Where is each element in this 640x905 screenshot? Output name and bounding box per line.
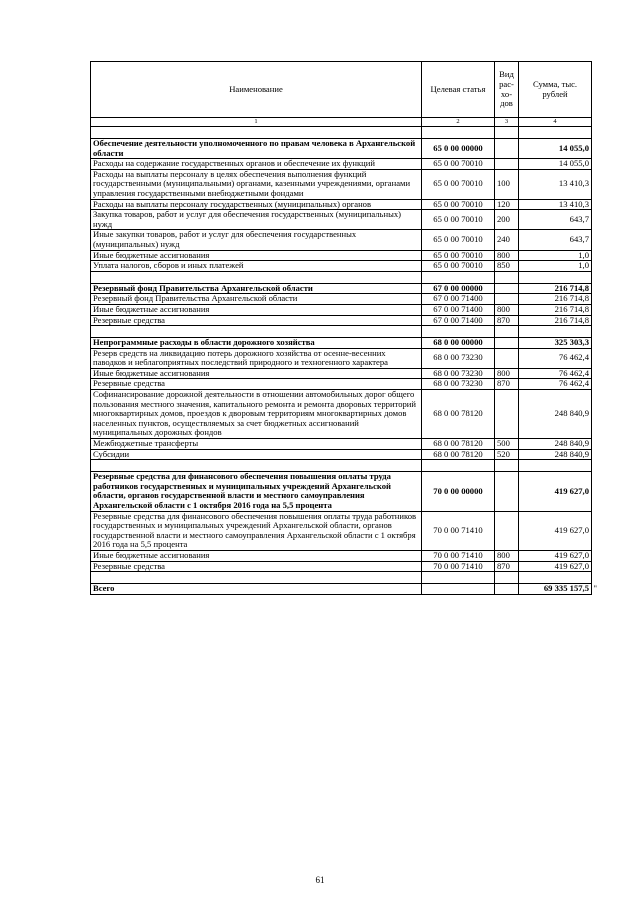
- expense-type-cell: [495, 511, 519, 550]
- item-name-cell: Расходы на содержание государственных органов и обеспечение их функций: [91, 159, 422, 170]
- spacer-cell: [422, 271, 495, 283]
- item-name-cell: Иные бюджетные ассигнования: [91, 250, 422, 261]
- target-article-cell: 65 0 00 00000: [422, 139, 495, 159]
- target-article-cell: 67 0 00 71400: [422, 315, 495, 326]
- expense-type-cell: 870: [495, 379, 519, 390]
- item-name-cell: Резервный фонд Правительства Архангельской области: [91, 294, 422, 305]
- item-name-cell: Резервный фонд Правительства Архангельской области: [91, 283, 422, 294]
- section-total-row: [91, 139, 592, 159]
- expense-type-cell: [495, 294, 519, 305]
- spacer-cell: [422, 460, 495, 472]
- item-name-cell: Софинансирование дорожной деятельности в отношении автомобильных дорог общего пользования местного значения, капитального ремонта и ремонта дворовых территорий многоквартирных домов, проездов к дворовым территориям многоквартирных домов населенных пунктов, осуществляемых за счет бюджетных ассигнований муниципальных дорожных фондов: [91, 390, 422, 439]
- header-code: Целевая статья: [422, 62, 495, 118]
- spacer-row: [91, 271, 592, 283]
- table-row: [91, 304, 592, 315]
- spacer-cell: [519, 127, 592, 139]
- amount-cell: 419 627,0: [519, 550, 592, 561]
- target-article-cell: 65 0 00 70010: [422, 250, 495, 261]
- amount-cell: 76 462,4: [519, 368, 592, 379]
- spacer-cell: [495, 127, 519, 139]
- expense-type-cell: 520: [495, 449, 519, 460]
- item-name-cell: Закупка товаров, работ и услуг для обеспечения государственных (муниципальных) нужд: [91, 210, 422, 230]
- target-article-cell: 67 0 00 71400: [422, 294, 495, 305]
- amount-cell: 248 840,9: [519, 449, 592, 460]
- budget-table: [90, 61, 597, 595]
- amount-cell: 216 714,8: [519, 283, 592, 294]
- table-row: [91, 250, 592, 261]
- spacer-cell: [519, 460, 592, 472]
- section-total-row: [91, 283, 592, 294]
- expense-type-cell: 870: [495, 561, 519, 572]
- target-article-cell: 68 0 00 00000: [422, 338, 495, 349]
- table-row: [91, 511, 592, 550]
- column-number: 1: [91, 118, 422, 127]
- spacer-cell: [91, 127, 422, 139]
- table-row: [91, 439, 592, 450]
- table-row: [91, 294, 592, 305]
- target-article-cell: 70 0 00 71410: [422, 561, 495, 572]
- item-name-cell: Обеспечение деятельности уполномоченного по правам человека в Архангельской области: [91, 139, 422, 159]
- spacer-cell: [519, 271, 592, 283]
- target-article-cell: 65 0 00 70010: [422, 169, 495, 199]
- amount-cell: 14 055,0: [519, 139, 592, 159]
- target-article-cell: 68 0 00 73230: [422, 348, 495, 368]
- item-name-cell: Резервные средства: [91, 315, 422, 326]
- target-article-cell: 68 0 00 73230: [422, 379, 495, 390]
- amount-cell: [519, 583, 597, 595]
- table-row: [91, 390, 592, 439]
- item-name-cell: Всего: [91, 584, 422, 595]
- column-number-row: [91, 118, 592, 127]
- table-row: [91, 230, 592, 250]
- section-total-row: [91, 338, 592, 349]
- table-row: [91, 449, 592, 460]
- expense-type-cell: 500: [495, 439, 519, 450]
- item-name-cell: Непрограммные расходы в области дорожного хозяйства: [91, 338, 422, 349]
- spacer-cell: [495, 271, 519, 283]
- expense-type-cell: [495, 159, 519, 170]
- expense-type-cell: [495, 139, 519, 159]
- target-article-cell: 67 0 00 00000: [422, 283, 495, 294]
- item-name-cell: Межбюджетные трансферты: [91, 439, 422, 450]
- page-number: 61: [315, 875, 325, 885]
- item-name-cell: Иные бюджетные ассигнования: [91, 368, 422, 379]
- item-name-cell: Резервные средства: [91, 561, 422, 572]
- item-name-cell: Иные бюджетные ассигнования: [91, 304, 422, 315]
- spacer-row: [91, 127, 592, 139]
- amount-cell: 216 714,8: [519, 304, 592, 315]
- spacer-cell: [519, 572, 592, 584]
- amount-cell: 419 627,0: [519, 511, 592, 550]
- section-total-row: [91, 584, 592, 595]
- header-sum: Сумма, тыс. рублей: [519, 62, 592, 118]
- target-article-cell: 68 0 00 73230: [422, 368, 495, 379]
- table-row: [91, 210, 592, 230]
- amount-cell: 248 840,9: [519, 390, 592, 439]
- item-name-cell: Расходы на выплаты персоналу государственных (муниципальных) органов: [91, 199, 422, 210]
- spacer-cell: [422, 572, 495, 584]
- amount-cell: 216 714,8: [519, 315, 592, 326]
- item-name-cell: Резервные средства: [91, 379, 422, 390]
- target-article-cell: 67 0 00 71400: [422, 304, 495, 315]
- target-article-cell: 68 0 00 78120: [422, 449, 495, 460]
- target-article-cell: [422, 584, 495, 595]
- section-total-row: [91, 472, 592, 511]
- table-row: [91, 550, 592, 561]
- item-name-cell: Уплата налогов, сборов и иных платежей: [91, 261, 422, 272]
- amount-cell: 1,0: [519, 250, 592, 261]
- target-article-cell: 68 0 00 78120: [422, 439, 495, 450]
- column-number: 2: [422, 118, 495, 127]
- column-number: 3: [495, 118, 519, 127]
- table-header-row: [91, 62, 592, 118]
- expense-type-cell: 100: [495, 169, 519, 199]
- expense-type-cell: 800: [495, 368, 519, 379]
- target-article-cell: 65 0 00 70010: [422, 210, 495, 230]
- expense-type-cell: [495, 338, 519, 349]
- table-row: [91, 379, 592, 390]
- target-article-cell: 70 0 00 71410: [422, 550, 495, 561]
- spacer-row: [91, 572, 592, 584]
- amount-cell: 216 714,8: [519, 294, 592, 305]
- spacer-cell: [91, 326, 422, 338]
- target-article-cell: 65 0 00 70010: [422, 230, 495, 250]
- expense-type-cell: 200: [495, 210, 519, 230]
- expense-type-cell: 240: [495, 230, 519, 250]
- expense-type-cell: 800: [495, 250, 519, 261]
- table-row: [91, 199, 592, 210]
- amount-cell: 76 462,4: [519, 348, 592, 368]
- spacer-cell: [91, 271, 422, 283]
- table-row: [91, 348, 592, 368]
- table-row: [91, 368, 592, 379]
- spacer-cell: [422, 127, 495, 139]
- item-name-cell: Резервные средства для финансового обеспечения повышения оплаты труда работников государственных и муниципальных учреждений Архангельской области, органов государственной власти и местного самоуправления Архангельской области с 1 октября 2016 года на 5,5 процента: [91, 511, 422, 550]
- header-kind: Вид рас-хо-дов: [495, 62, 519, 118]
- amount-cell: 643,7: [519, 230, 592, 250]
- target-article-cell: 70 0 00 71410: [422, 511, 495, 550]
- amount-cell: 14 055,0: [519, 159, 592, 170]
- spacer-cell: [91, 572, 422, 584]
- expense-type-cell: 850: [495, 261, 519, 272]
- amount-cell: 13 410,3: [519, 169, 592, 199]
- spacer-cell: [495, 572, 519, 584]
- target-article-cell: 65 0 00 70010: [422, 261, 495, 272]
- target-article-cell: 65 0 00 70010: [422, 199, 495, 210]
- budget-table-body: [91, 62, 597, 595]
- table-row: [91, 169, 592, 199]
- amount-cell: 248 840,9: [519, 439, 592, 450]
- table-row: [91, 561, 592, 572]
- table-row: [91, 159, 592, 170]
- amount-cell: 325 303,3: [519, 338, 592, 349]
- expense-type-cell: 120: [495, 199, 519, 210]
- target-article-cell: 70 0 00 00000: [422, 472, 495, 511]
- table-row: [91, 261, 592, 272]
- item-name-cell: Резерв средств на ликвидацию потерь дорожного хозяйства от осенне-весенних паводков и неблагоприятных последствий природного и техногенного характера: [91, 348, 422, 368]
- spacer-cell: [91, 460, 422, 472]
- spacer-cell: [495, 326, 519, 338]
- spacer-row: [91, 460, 592, 472]
- expense-type-cell: 800: [495, 304, 519, 315]
- amount-wrapper: [521, 583, 597, 594]
- item-name-cell: Иные бюджетные ассигнования: [91, 550, 422, 561]
- amount-cell: 76 462,4: [519, 379, 592, 390]
- item-name-cell: Иные закупки товаров, работ и услуг для обеспечения государственных (муниципальных) нужд: [91, 230, 422, 250]
- column-number: 4: [519, 118, 592, 127]
- amount-value: 69 335 157,5: [543, 583, 589, 594]
- expense-type-cell: [495, 584, 519, 595]
- target-article-cell: 65 0 00 70010: [422, 159, 495, 170]
- expense-type-cell: 870: [495, 315, 519, 326]
- header-name: Наименование: [91, 62, 422, 118]
- spacer-cell: [519, 326, 592, 338]
- amount-cell: 419 627,0: [519, 561, 592, 572]
- table-row: [91, 315, 592, 326]
- item-name-cell: Расходы на выплаты персоналу в целях обеспечения выполнения функций государственными (муниципальными) органами, казенными учреждениями, органами управления государственными внебюджетными фондами: [91, 169, 422, 199]
- spacer-cell: [495, 460, 519, 472]
- amount-cell: 643,7: [519, 210, 592, 230]
- spacer-row: [91, 326, 592, 338]
- expense-type-cell: [495, 472, 519, 511]
- closing-quote: ": [593, 583, 597, 594]
- item-name-cell: Резервные средства для финансового обеспечения повышения оплаты труда работников государственных и муниципальных учреждений Архангельской области, органов государственной власти и местного самоуправления Архангельской области с 1 октября 2016 года на 5,5 процента: [91, 472, 422, 511]
- expense-type-cell: [495, 348, 519, 368]
- item-name-cell: Субсидии: [91, 449, 422, 460]
- expense-type-cell: [495, 390, 519, 439]
- amount-cell: 1,0: [519, 261, 592, 272]
- amount-cell: 419 627,0: [519, 472, 592, 511]
- spacer-cell: [422, 326, 495, 338]
- amount-cell: 13 410,3: [519, 199, 592, 210]
- target-article-cell: 68 0 00 78120: [422, 390, 495, 439]
- expense-type-cell: [495, 283, 519, 294]
- expense-type-cell: 800: [495, 550, 519, 561]
